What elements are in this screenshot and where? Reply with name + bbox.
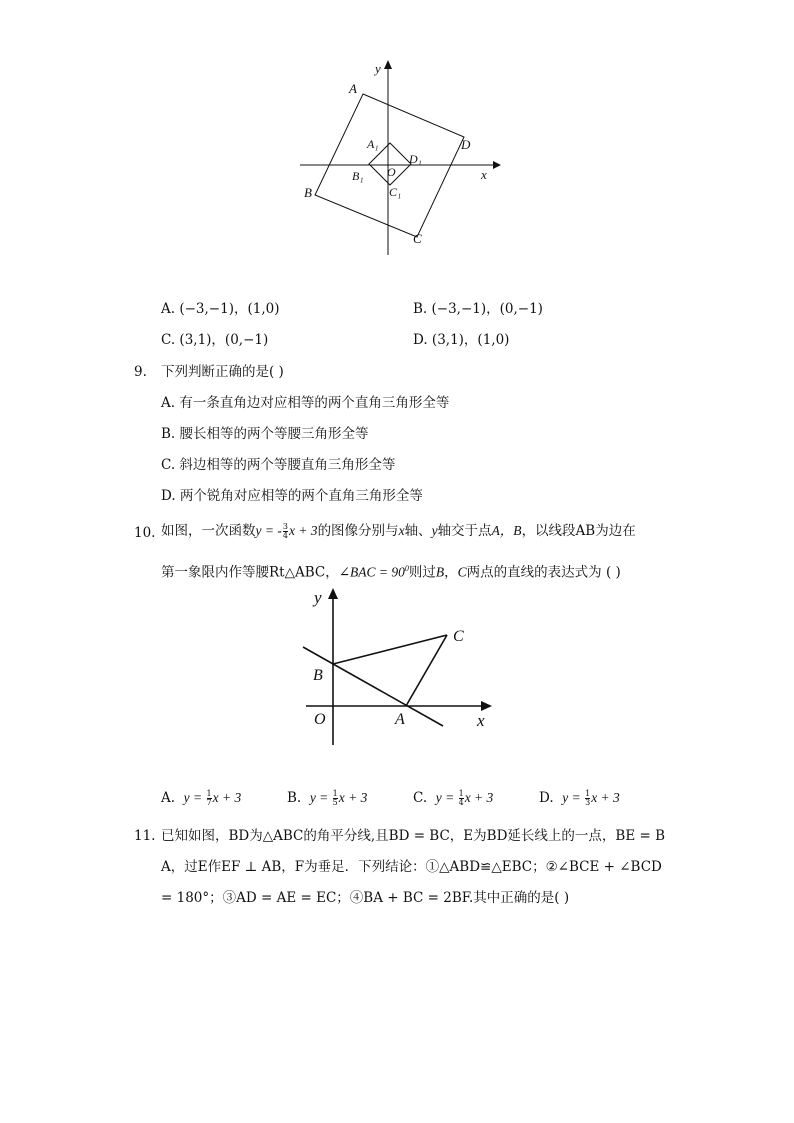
q9-option-d: D. 两个锐角对应相等的两个直角三角形全等	[161, 488, 423, 504]
q10-option-a-pre: y =	[183, 790, 206, 805]
q10-option-a-num: 1	[206, 789, 212, 798]
y-axis-arrow-icon	[328, 588, 338, 599]
q10-text-2b: 则过	[408, 564, 436, 581]
label-y: y	[375, 61, 381, 76]
q10-number: 10.	[134, 525, 156, 541]
q10-line1	[161, 522, 636, 540]
q9-number: 9.	[134, 364, 147, 380]
label-A: A	[349, 81, 357, 96]
q8-option-d: D. (3,1)，(1,0)	[413, 332, 510, 348]
q10-option-d-den: 3	[585, 798, 591, 807]
q10-eq-rest: x + 3	[288, 523, 318, 538]
q10-deg: 0	[404, 564, 409, 573]
q10-option-b-den: 5	[332, 798, 338, 807]
q10-text-1a: 如图，一次函数	[161, 523, 256, 539]
q9-stem: 下列判断正确的是( )	[161, 364, 284, 380]
q10-text-1d: 轴交于点	[437, 523, 492, 539]
q10-option-c-num: 1	[458, 789, 464, 798]
label-x: x	[481, 167, 487, 182]
label-C: C	[453, 628, 464, 645]
q10-option-c	[413, 789, 493, 807]
q10-pt-b: B	[435, 564, 445, 580]
q10-option-c-letter: C.	[413, 790, 428, 806]
figure-squares	[295, 55, 505, 260]
q10-option-a-den: 7	[206, 798, 212, 807]
q9-option-c: C. 斜边相等的两个等腰直角三角形全等	[161, 457, 396, 473]
label-A1: A₁	[367, 137, 379, 151]
q10-angle: ∠BAC = 90	[338, 564, 405, 580]
q10-option-c-frac	[459, 790, 464, 807]
q10-option-d-letter: D.	[539, 790, 554, 806]
segment-ca	[406, 635, 447, 706]
q10-option-a	[161, 789, 241, 807]
q8-option-b: B. (−3,−1)，(0,−1)	[413, 301, 543, 317]
q10-frac-den: 4	[282, 531, 288, 540]
label-A: A	[395, 711, 405, 728]
q10-option-a-post: x + 3	[212, 790, 242, 805]
q10-x: x	[398, 523, 405, 538]
q10-option-c-pre: y =	[435, 790, 458, 805]
q10-line2	[161, 560, 621, 582]
label-B1: B₁	[352, 169, 364, 183]
q10-text-2d: 两点的直线的表达式为 ( )	[466, 564, 621, 581]
label-D: D	[461, 137, 471, 152]
label-C: C	[413, 231, 422, 246]
segment-bc	[333, 635, 447, 664]
q8-option-c: C. (3,1)，(0,−1)	[161, 332, 269, 348]
q10-text-1b: 的图像分别与	[317, 523, 399, 539]
q10-option-b	[287, 789, 367, 807]
figure-triangle-svg	[300, 583, 500, 753]
q11-line2: A，过E作EF ⊥ AB，F为垂足．下列结论：①△ABD≌△EBC；②∠BCE + ∠BCD	[161, 859, 662, 875]
y-axis-arrow-icon	[384, 60, 392, 69]
figure-triangle	[300, 583, 500, 753]
q10-text-2c: ，	[444, 564, 458, 581]
q10-option-d	[539, 789, 620, 807]
x-axis-arrow-icon	[493, 161, 501, 169]
figure-squares-svg	[295, 55, 505, 260]
q10-option-d-frac	[585, 790, 590, 807]
q10-option-a-letter: A.	[161, 790, 176, 806]
q10-option-d-post: x + 3	[591, 790, 620, 805]
q10-text-1c: 轴、	[404, 523, 432, 539]
q11-line1: 已知如图，BD为△ABC的角平分线,且BD = BC，E为BD延长线上的一点，BE = B	[161, 828, 665, 844]
label-O: O	[314, 711, 326, 728]
q9-option-a: A. 有一条直角边对应相等的两个直角三角形全等	[161, 395, 450, 411]
q10-option-c-post: x + 3	[464, 790, 494, 805]
label-B: B	[304, 185, 312, 200]
q11-number: 11.	[134, 828, 156, 844]
q8-option-a: A. (−3,−1)，(1,0)	[161, 301, 280, 317]
q10-eq-y: y = -	[255, 523, 282, 538]
label-D1: D₁	[409, 152, 422, 166]
q10-pt-ab: A，B	[491, 523, 522, 538]
x-axis-arrow-icon	[481, 701, 492, 711]
q10-option-d-pre: y =	[562, 790, 585, 805]
q10-pt-c: C	[457, 564, 467, 580]
q10-option-b-post: x + 3	[338, 790, 368, 805]
q10-option-a-frac	[207, 790, 212, 807]
q10-text-2a: 第一象限内作等腰Rt△ABC，	[161, 564, 339, 581]
q9-option-b: B. 腰长相等的两个等腰三角形全等	[161, 426, 369, 442]
q10-option-d-num: 1	[585, 789, 591, 798]
label-B: B	[313, 667, 323, 684]
q10-y: y	[431, 523, 438, 538]
q10-option-b-letter: B.	[287, 790, 302, 806]
q10-option-b-num: 1	[332, 789, 338, 798]
label-y: y	[314, 588, 322, 607]
q10-option-b-frac	[333, 790, 338, 807]
q11-line3: = 180°；③AD = AE = EC；④BA + BC = 2BF.其中正确的是( )	[161, 890, 570, 906]
label-C1: C₁	[389, 185, 402, 199]
q10-text-1e: ，以线段AB为边在	[521, 523, 636, 539]
q10-option-b-pre: y =	[309, 790, 332, 805]
q10-frac-num: 3	[282, 522, 288, 531]
label-x: x	[477, 711, 485, 730]
q10-option-c-den: 4	[458, 798, 464, 807]
q10-frac	[283, 523, 288, 540]
label-O: O	[387, 165, 396, 179]
